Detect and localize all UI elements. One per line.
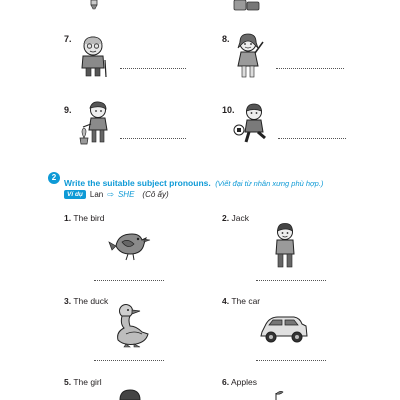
example-answer: SHE	[117, 190, 135, 199]
answer-line[interactable]	[256, 280, 326, 281]
item-label: 1. The bird	[64, 213, 105, 223]
answer-line[interactable]	[120, 138, 186, 139]
bird-icon	[108, 226, 154, 262]
example-word: Lan	[89, 190, 104, 199]
apples-icon	[266, 390, 286, 400]
section-number-badge: 2	[48, 172, 60, 184]
boy-icon	[272, 222, 298, 270]
answer-line[interactable]	[276, 68, 344, 69]
answer-line[interactable]	[256, 360, 326, 361]
girl-waving-icon	[232, 32, 266, 80]
car-icon	[258, 312, 310, 346]
item-label: 2. Jack	[222, 213, 249, 223]
item-number: 9.	[64, 105, 72, 115]
duck-icon	[110, 302, 152, 348]
lightbulb-icon	[86, 0, 102, 10]
item-number: 10.	[222, 105, 235, 115]
item-label: 4. The car	[222, 296, 261, 306]
answer-line[interactable]	[94, 280, 164, 281]
item-label: 3. The duck	[64, 296, 109, 306]
girl-icon	[116, 388, 144, 400]
answer-line[interactable]	[278, 138, 346, 139]
suitcase-icon	[232, 0, 262, 12]
section-title: Write the suitable subject pronouns.	[64, 178, 211, 188]
item-number: 8.	[222, 34, 230, 44]
answer-line[interactable]	[94, 360, 164, 361]
example-row	[64, 190, 169, 199]
boy-football-icon	[232, 102, 272, 146]
example-note: (Cô ấy)	[142, 190, 169, 199]
item-number: 7.	[64, 34, 72, 44]
section-heading	[64, 173, 323, 191]
item-label: 5. The girl	[64, 377, 102, 387]
answer-line[interactable]	[120, 68, 186, 69]
item-label: 6. Apples	[222, 377, 257, 387]
boy-watering-icon	[74, 100, 118, 146]
example-tag: Ví dụ	[64, 190, 86, 199]
grandpa-icon	[76, 34, 110, 78]
arrow-icon: ⇨	[107, 190, 114, 199]
section-subtitle: (Viết đại từ nhân xưng phù hợp.)	[215, 179, 324, 188]
